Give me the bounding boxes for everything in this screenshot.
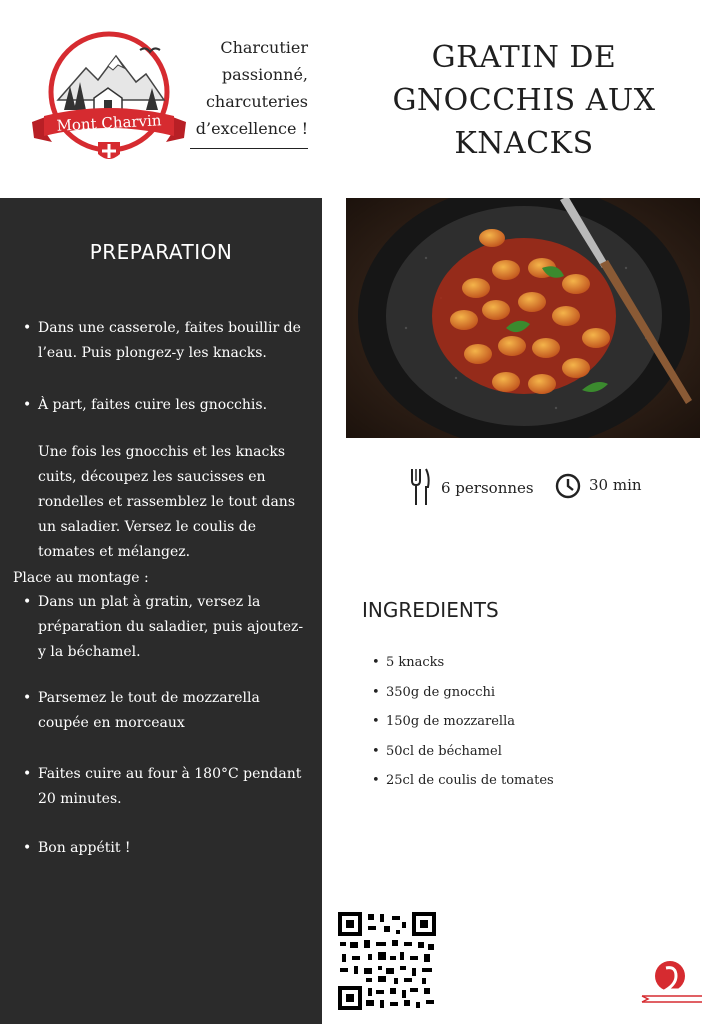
- artisan-logo: [640, 958, 704, 1006]
- preparation-step: • Dans une casserole, faites bouillir de l’eau. Puis plongez-y les knacks.: [38, 316, 308, 366]
- title-line: GRATIN DE: [431, 40, 617, 75]
- ingredient-item: • 150g de mozzarella: [386, 713, 554, 743]
- qr-code[interactable]: [338, 912, 436, 1010]
- preparation-step: Une fois les gnocchis et les knacks cuits, découpez les saucisses en rondelles et rassemblez le tout dans un saladier. Versez le coulis de tomates et mélangez.: [38, 444, 296, 560]
- preparation-step: • Faites cuire au four à 180°C pendant 20 minutes.: [38, 762, 308, 812]
- tagline-line: Charcutier: [220, 38, 308, 57]
- time-text: 30 min: [589, 476, 642, 494]
- preparation-heading: PREPARATION: [89, 240, 233, 264]
- tagline-line: d’excellence !: [195, 119, 308, 138]
- ingredients-list: [386, 654, 554, 802]
- brand-tagline: [190, 34, 308, 142]
- preparation-step: • Bon appétit !: [38, 836, 308, 861]
- ingredient-item: • 50cl de béchamel: [386, 743, 554, 773]
- ingredients-heading: INGREDIENTS: [362, 598, 499, 622]
- servings-text: 6 personnes: [441, 479, 534, 497]
- title-line: GNOCCHIS AUX: [392, 83, 656, 118]
- tagline-line: charcuteries: [205, 92, 308, 111]
- title-line: KNACKS: [454, 126, 594, 161]
- preparation-step: • Dans un plat à gratin, versez la préparation du saladier, puis ajoutez-y la béchamel.: [38, 590, 308, 665]
- preparation-panel: [0, 198, 322, 1024]
- tagline-line: passionné,: [221, 65, 308, 84]
- logo-text: Mont Charvin: [56, 111, 162, 135]
- fork-knife-icon: [410, 467, 430, 507]
- ingredient-item: • 25cl de coulis de tomates: [386, 772, 554, 802]
- montage-label: Place au montage :: [13, 570, 149, 586]
- tagline-divider: [190, 148, 308, 149]
- ingredient-item: • 5 knacks: [386, 654, 554, 684]
- recipe-title: [360, 36, 688, 165]
- clock-icon: [555, 473, 581, 499]
- dish-photo: [346, 198, 700, 438]
- preparation-step: • Parsemez le tout de mozzarella coupée en morceaux: [38, 686, 308, 736]
- ingredient-item: • 350g de gnocchi: [386, 684, 554, 714]
- brand-logo: [28, 30, 190, 168]
- preparation-step: • À part, faites cuire les gnocchis.: [38, 393, 308, 418]
